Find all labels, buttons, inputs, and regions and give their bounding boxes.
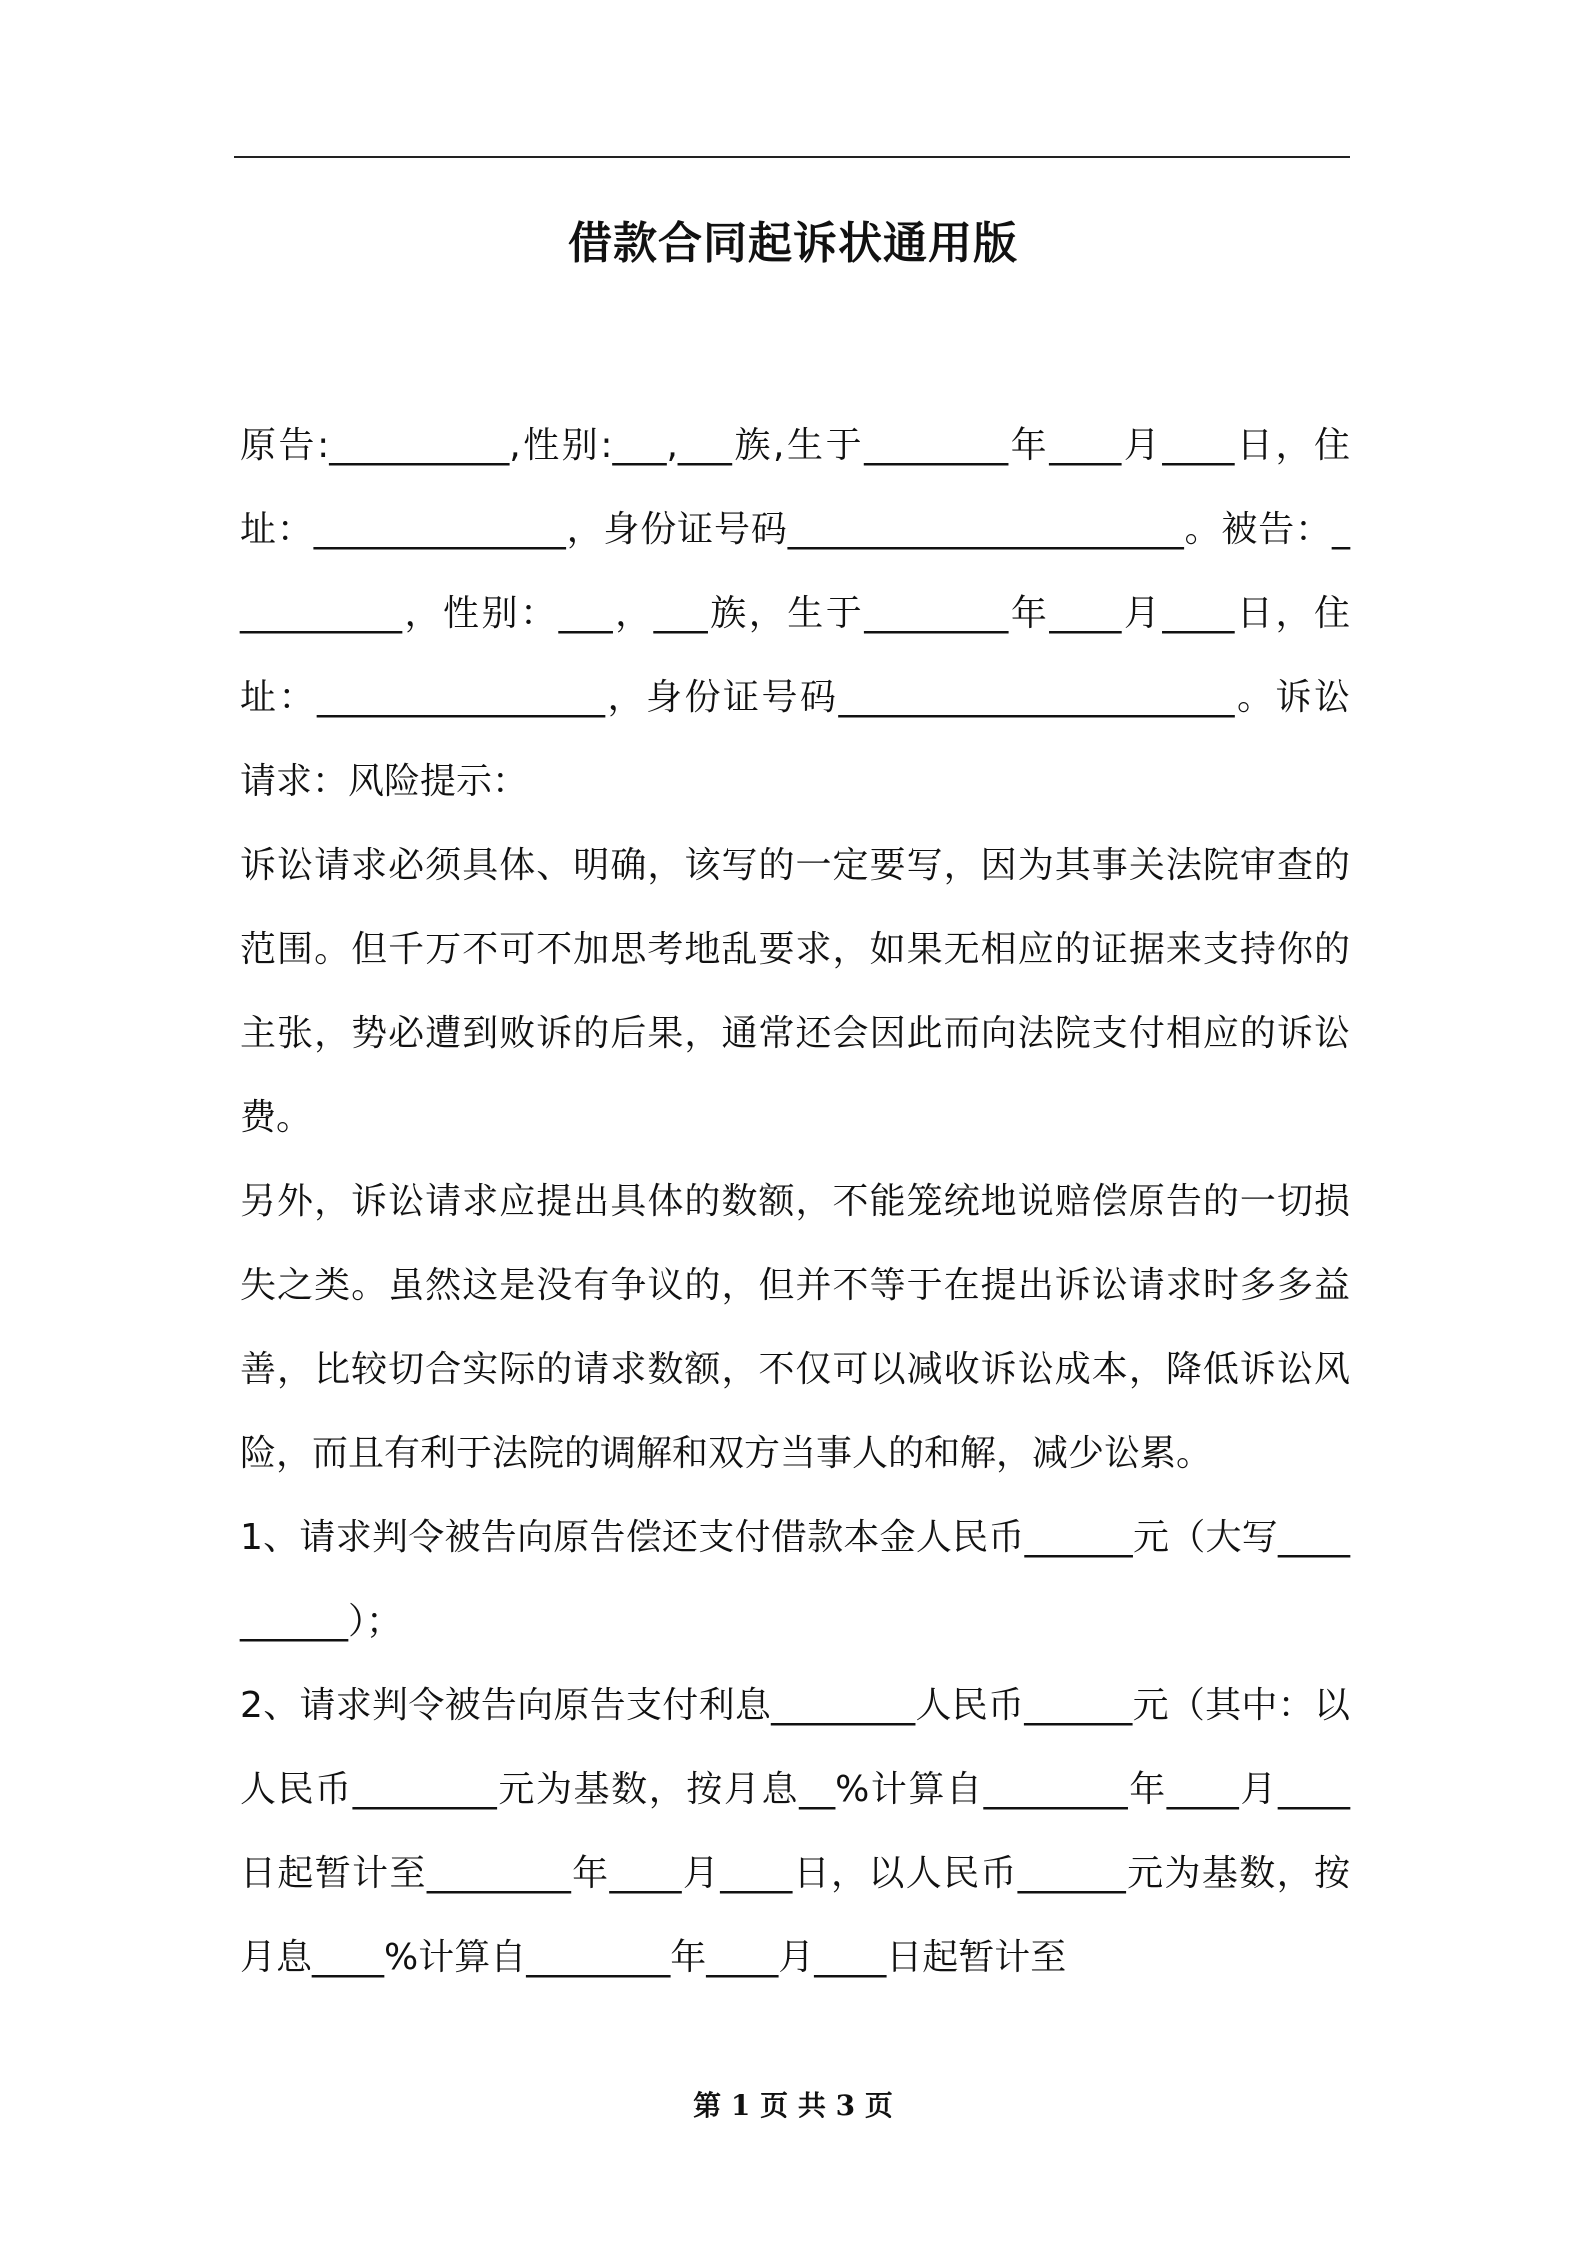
page-indicator: 第 1 页 共 3 页	[693, 2089, 893, 2122]
paragraph-claim-2: 2、请求判令被告向原告支付利息________人民币______元（其中：以人民币________元为基数，按月息__%计算自________年____月____日起暂计至________年____月____日，以人民币______元为基数，按月息____%计算自________年____月____日起暂计至	[240, 1685, 1350, 1978]
document-title: 借款合同起诉状通用版	[568, 218, 1018, 269]
paragraph-risk-note-1: 诉讼请求必须具体、明确，该写的一定要写，因为其事关法院审查的范围。但千万不可不加思考地乱要求，如果无相应的证据来支持你的主张，势必遭到败诉的后果，通常还会因此而向法院支付相应的诉讼费。	[240, 845, 1350, 1138]
paragraph-risk-note-2: 另外，诉讼请求应提出具体的数额，不能笼统地说赔偿原告的一切损失之类。虽然这是没有争议的，但并不等于在提出诉讼请求时多多益善，比较切合实际的请求数额，不仅可以减收诉讼成本，降低诉讼风险，而且有利于法院的调解和双方当事人的和解，减少讼累。	[240, 1181, 1350, 1474]
header-rule	[234, 156, 1350, 158]
paragraph-claim-1: 1、请求判令被告向原告偿还支付借款本金人民币______元（大写__________）；	[240, 1517, 1350, 1642]
paragraph-parties: 原告:__________,性别:___,___族,生于________年____月____日，住址：______________，身份证号码______________________。被告：__________，性别：___，___族，生于________年____月____日，住址：________________，身份证号码______________________。诉讼请求：风险提示：	[240, 425, 1350, 802]
document-body	[240, 404, 1350, 2000]
